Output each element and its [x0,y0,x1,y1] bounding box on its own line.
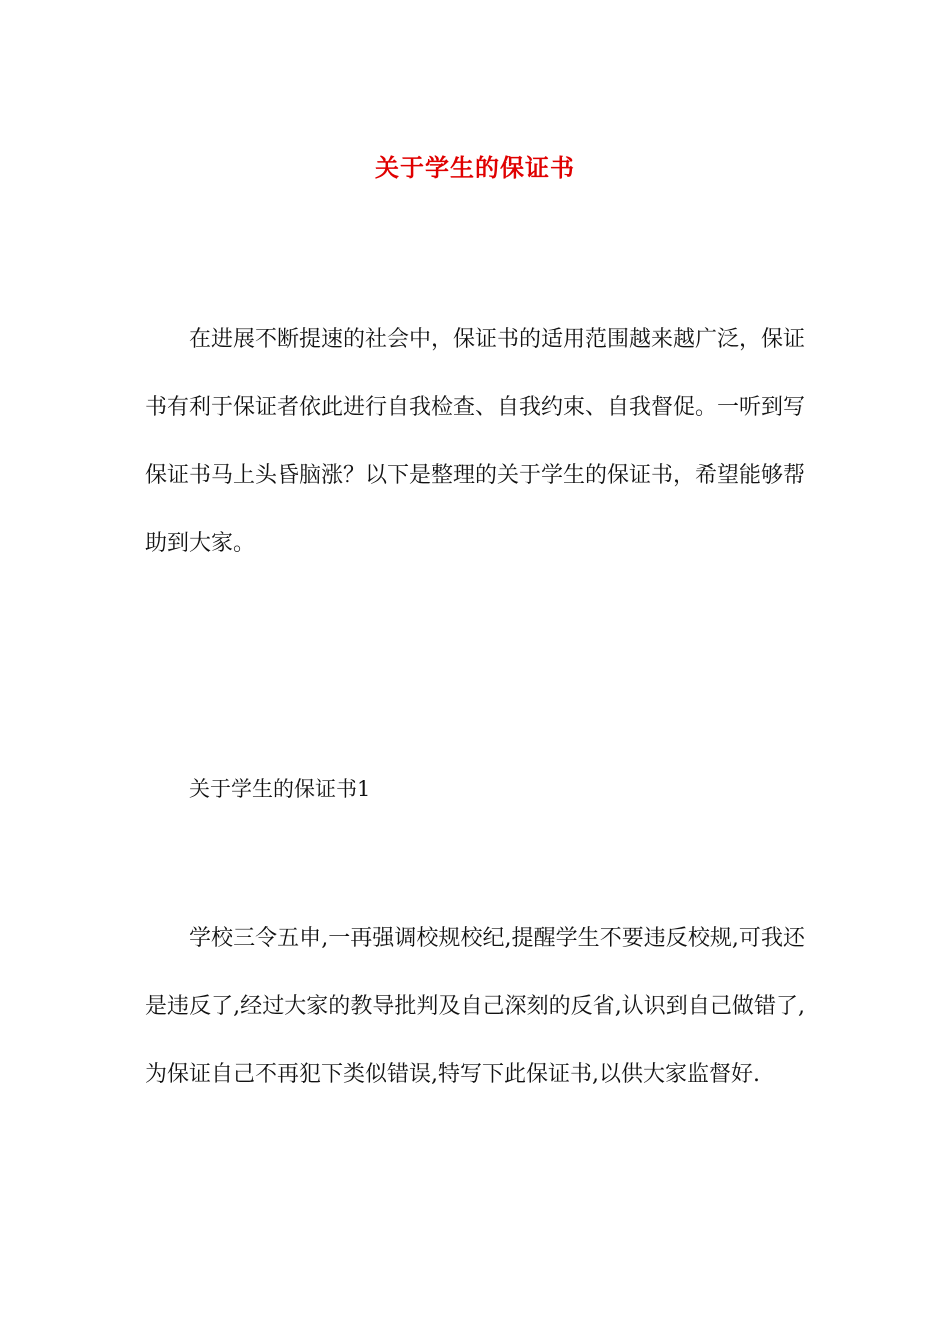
document-title: 关于学生的保证书 [375,153,575,183]
section-heading: 关于学生的保证书1 [189,777,371,801]
intro-paragraph: 在进展不断提速的社会中，保证书的适用范围越来越广泛，保证书有利于保证者依此进行自我检查、自我约束、自我督促。一听到写保证书马上头昏脑涨？以下是整理的关于学生的保证书，希望能够帮助到大家。 [145,327,806,556]
section-body-paragraph: 学校三令五申,一再强调校规校纪,提醒学生不要违反校规,可我还是违反了,经过大家的教导批判及自己深刻的反省,认识到自己做错了,为保证自己不再犯下类似错误,特写下此保证书,以供大家监督好. [145,926,805,1087]
